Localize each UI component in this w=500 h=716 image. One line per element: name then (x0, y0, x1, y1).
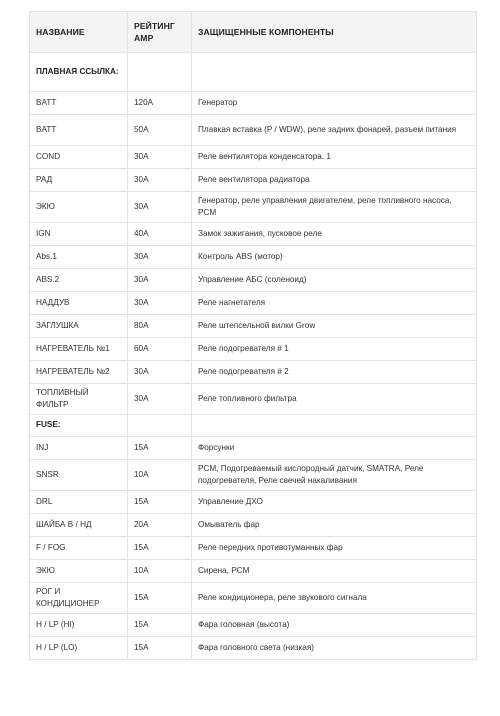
cell-rating: 20A (128, 514, 192, 537)
cell-name: ШАЙБА В / НД (30, 514, 128, 537)
table-row (30, 292, 477, 315)
header-components: ЗАЩИЩЕННЫЕ КОМПОНЕНТЫ (192, 12, 477, 53)
cell-components: Контроль ABS (мотор) (192, 246, 477, 269)
table-row (30, 223, 477, 246)
cell-name: ЗАГЛУШКА (30, 315, 128, 338)
cell-components: Управление АБС (соленоид) (192, 269, 477, 292)
cell-name: DRL (30, 491, 128, 514)
cell-name: BATT (30, 92, 128, 115)
table-header-row (30, 12, 477, 53)
table-row (30, 560, 477, 583)
cell-rating: 30A (128, 146, 192, 169)
cell-components: Управление ДХО (192, 491, 477, 514)
cell-name: НАДДУВ (30, 292, 128, 315)
cell-components: Фара головная (высота) (192, 614, 477, 637)
cell-rating: 30A (128, 292, 192, 315)
cell-rating: 60A (128, 338, 192, 361)
table-row (30, 146, 477, 169)
cell-components: Реле передних противотуманных фар (192, 537, 477, 560)
header-rating: РЕЙТИНГ AMP (128, 12, 192, 53)
table-cell-empty (192, 415, 477, 437)
cell-rating: 40A (128, 223, 192, 246)
cell-name: ЭКЮ (30, 192, 128, 223)
header-name: НАЗВАНИЕ (30, 12, 128, 53)
cell-name: H / LP (HI) (30, 614, 128, 637)
cell-rating: 30A (128, 192, 192, 223)
cell-rating: 15A (128, 437, 192, 460)
cell-components: Реле топливного фильтра (192, 384, 477, 415)
table-row (30, 269, 477, 292)
table-row (30, 92, 477, 115)
cell-rating: 80A (128, 315, 192, 338)
cell-name: F / FOG (30, 537, 128, 560)
cell-components: PCM, Подогреваемый кислородный датчик, SMATRA, Реле подогревателя, Реле свечей накаливания (192, 460, 477, 491)
table-row (30, 361, 477, 384)
table-row (30, 491, 477, 514)
cell-name: COND (30, 146, 128, 169)
cell-rating: 10A (128, 460, 192, 491)
table-row (30, 537, 477, 560)
cell-components: Генератор (192, 92, 477, 115)
section-row-fusible-link (30, 53, 477, 92)
cell-name: НАГРЕВАТЕЛЬ №2 (30, 361, 128, 384)
cell-components: Реле вентилятора радиатора (192, 169, 477, 192)
table-cell-empty (128, 53, 192, 92)
cell-name: ЭКЮ (30, 560, 128, 583)
cell-rating: 15A (128, 614, 192, 637)
table-row (30, 437, 477, 460)
cell-name: ABS.2 (30, 269, 128, 292)
cell-rating: 30A (128, 361, 192, 384)
table-row (30, 514, 477, 537)
cell-rating: 50A (128, 115, 192, 146)
cell-name: IGN (30, 223, 128, 246)
cell-components: Форсунки (192, 437, 477, 460)
cell-components: Реле подогревателя # 1 (192, 338, 477, 361)
cell-rating: 30A (128, 384, 192, 415)
cell-rating: 30A (128, 169, 192, 192)
cell-rating: 15A (128, 637, 192, 660)
cell-name: НАГРЕВАТЕЛЬ №1 (30, 338, 128, 361)
cell-rating: 30A (128, 269, 192, 292)
cell-rating: 120A (128, 92, 192, 115)
cell-components: Реле штепсельной вилки Grow (192, 315, 477, 338)
cell-components: Фара головного света (низкая) (192, 637, 477, 660)
fuse-table (29, 11, 477, 660)
section-row-fuse (30, 415, 477, 437)
table-row (30, 338, 477, 361)
table-row (30, 246, 477, 269)
cell-name: РОГ И КОНДИЦИОНЕР (30, 583, 128, 614)
cell-name: BATT (30, 115, 128, 146)
cell-rating: 30A (128, 246, 192, 269)
cell-rating: 10A (128, 560, 192, 583)
table-row (30, 315, 477, 338)
cell-components: Омыватель фар (192, 514, 477, 537)
cell-components: Реле подогревателя # 2 (192, 361, 477, 384)
cell-name: INJ (30, 437, 128, 460)
table-cell-empty (128, 415, 192, 437)
cell-rating: 15A (128, 583, 192, 614)
cell-name: РАД (30, 169, 128, 192)
table-row (30, 169, 477, 192)
section-title: ПЛАВНАЯ ССЫЛКА: (30, 53, 128, 92)
cell-components: Генератор, реле управления двигателем, реле топливного насоса, PCM (192, 192, 477, 223)
table-row (30, 115, 477, 146)
table-row (30, 614, 477, 637)
table-row (30, 637, 477, 660)
cell-components: Реле кондиционера, реле звукового сигнала (192, 583, 477, 614)
table-row (30, 192, 477, 223)
table-row (30, 460, 477, 491)
cell-rating: 15A (128, 537, 192, 560)
fuse-table-container (29, 11, 476, 660)
table-row (30, 384, 477, 415)
cell-components: Сирена, PCM (192, 560, 477, 583)
cell-components: Плавкая вставка (P / WDW), реле задних фонарей, разъем питания (192, 115, 477, 146)
table-row (30, 583, 477, 614)
cell-name: ТОПЛИВНЫЙ ФИЛЬТР (30, 384, 128, 415)
cell-name: SNSR (30, 460, 128, 491)
cell-components: Реле нагнетателя (192, 292, 477, 315)
cell-components: Замок зажигания, пусковое реле (192, 223, 477, 246)
cell-name: Abs.1 (30, 246, 128, 269)
cell-components: Реле вентилятора конденсатора. 1 (192, 146, 477, 169)
section-title: FUSE: (30, 415, 128, 437)
cell-name: H / LP (LO) (30, 637, 128, 660)
table-cell-empty (192, 53, 477, 92)
cell-rating: 15A (128, 491, 192, 514)
